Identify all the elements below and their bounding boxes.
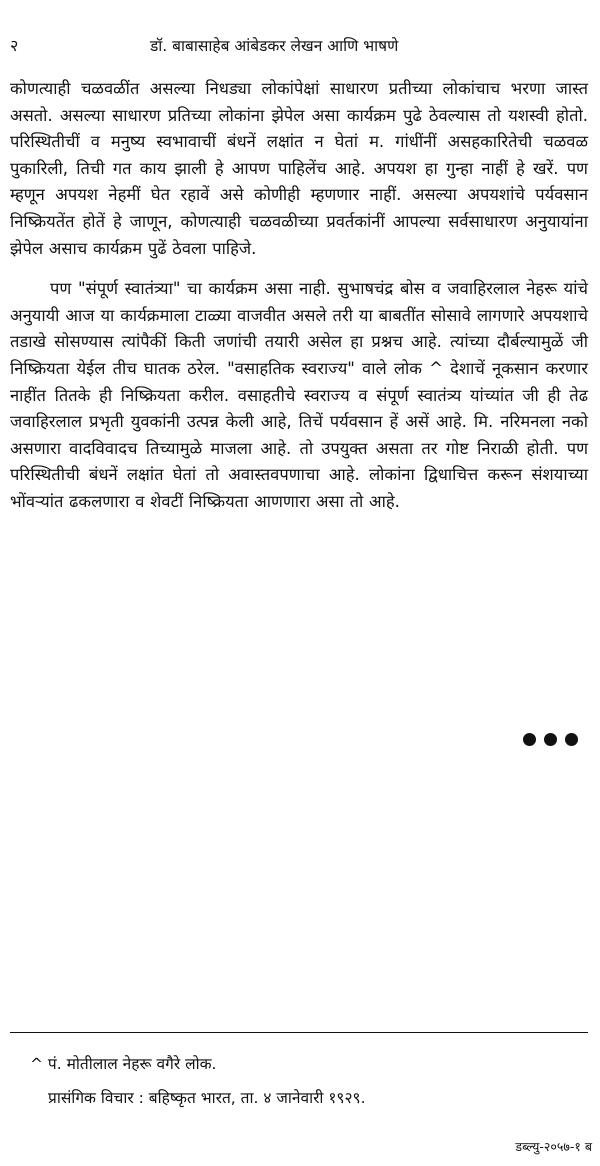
print-code: डब्ल्यु-२०५७-१ ब <box>515 1139 592 1154</box>
footnote-divider <box>10 1032 588 1033</box>
running-title: डॉ. बाबासाहेब आंबेडकर लेखन आणि भाषणे <box>150 37 399 55</box>
footnote: ^ पं. मोतीलाल नेहरू वगैरे लोक. <box>30 1055 217 1073</box>
bullet-dot-icon <box>565 733 578 746</box>
body-text <box>10 76 588 516</box>
source-citation: प्रासंगिक विचार : बहिष्कृत भारत, ता. ४ जानेवारी १९२९. <box>48 1089 366 1107</box>
paragraph-2: पण "संपूर्ण स्वातंत्र्या" चा कार्यक्रम असा नाही. सुभाषचंद्र बोस व जवाहिरलाल नेहरू यांचे अनुयायी आज या कार्यक्रमाला टाळ्या वाजवीत असले तरी या बाबतींत सोसावे लागणारे अपयशाचे तडाखे सोसण्यास त्यांपैकीं किती जणांची तयारी असेल हा प्रश्नच आहे. त्यांच्या दौर्बल्यामुळें जी निष्क्रियता येईल तीच घातक ठरेल. "वसाहतिक स्वराज्य" वाले लोक ^ देशाचें नूकसान करणार नाहींत तितके ही निष्क्रियता करील. वसाहतीचे स्वराज्य व संपूर्ण स्वातंत्र्य यांच्यांत जी ही तेढ जवाहिरलाल प्रभृती युवकांनी उत्पन्न केली आहे, तिचें पर्यवसान हें असें आहे. मि. नरिमनला नको असणारा वादविवादच तिच्यामुळे माजला आहे. तो उपयुक्त असता तर गोष्ट निराळी होती. पण परिस्थितीची बंधनें लक्षांत घेतां तो अवास्तवपणाचा आहे. लोकांना द्विधाचित्त करून संशयाच्या भोंवऱ्यांत ढकलणारा व शेवटीं निष्क्रियता आणणारा असा तो आहे. <box>10 279 588 511</box>
paragraph-1: कोणत्याही चळवळींत असल्या निधड्या लोकांपेक्षां साधारण प्रतीच्या लोकांचाच भरणा जास्त असतो. असल्या साधारण प्रतिच्या लोकांना झेपेल असा कार्यक्रम पुढे ठेवल्यास तो यशस्वी होतो. परिस्थितीचीं व मनुष्य स्वभावाचीं बंधनें लक्षांत न घेतां म. गांधींनीं असहकारितेची चळवळ पुकारिली, तिची गत काय झाली हे आपण पाहिलेंच आहे. अपयश हा गुन्हा नाहीं हे खरें. पण म्हणून अपयश नेहमीं घेत रहावें असे कोणीही म्हणणार नाहीं. असल्या अपयशांचे पर्यवसान निष्क्रियतेंत होतें हे जाणून, कोणत्याही चळवळीच्या प्रवर्तकांनीं आपल्या सर्वसाधारण अनुयायांना झेपेल असाच कार्यक्रम पुढें ठेवला पाहिजे. <box>10 79 588 258</box>
page-header <box>10 34 585 60</box>
section-end-ornament <box>523 733 578 746</box>
bullet-dot-icon <box>523 733 536 746</box>
bullet-dot-icon <box>544 733 557 746</box>
page-number: २ <box>10 36 19 55</box>
